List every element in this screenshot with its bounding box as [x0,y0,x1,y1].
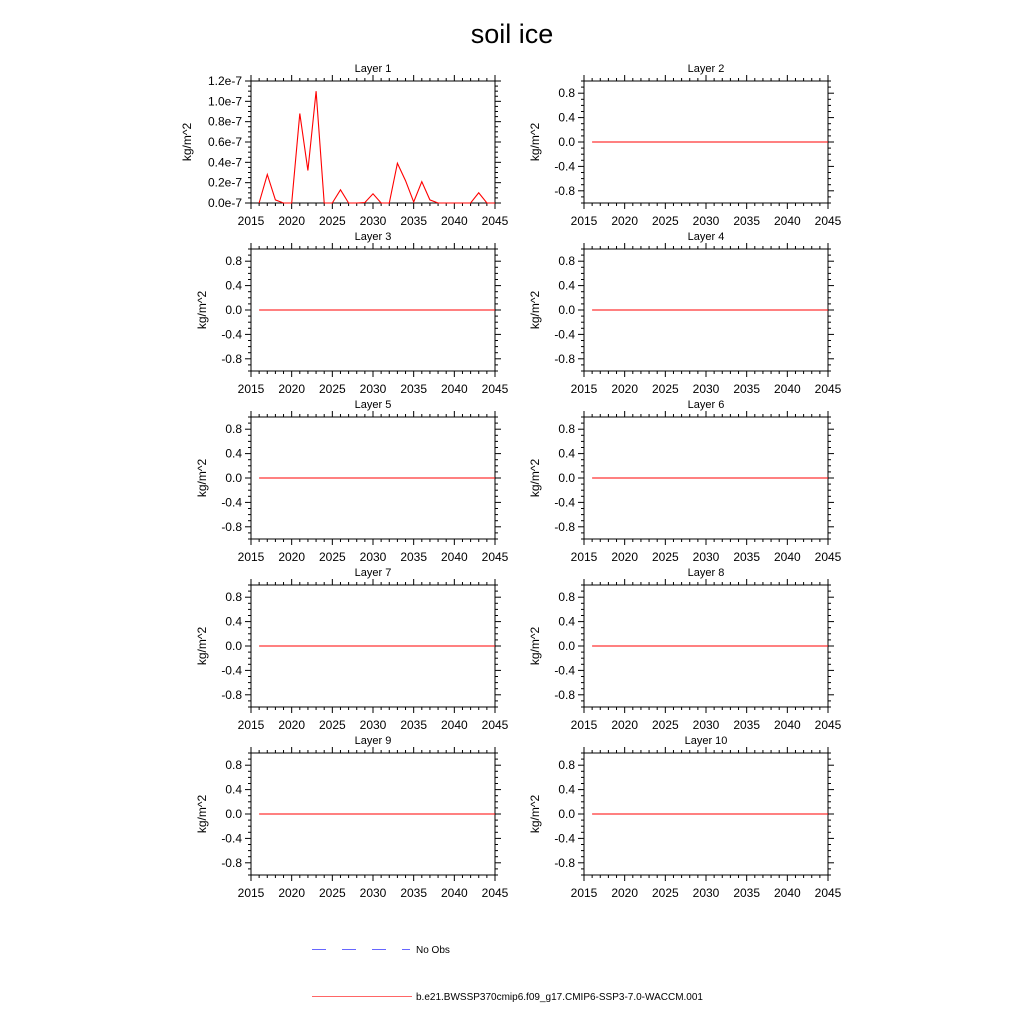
y-tick-label: -0.8 [554,351,575,366]
y-tick-label: 0.8 [558,422,575,437]
x-tick-label: 2015 [237,214,265,228]
y-tick-label: 0.0e-7 [207,196,242,210]
legend-label-model: b.e21.BWSSP370cmip6.f09_g17.CMIP6-SSP3-7.0-WACCM.001 [416,992,703,1003]
y-tick-label: 0.8 [558,758,575,773]
panel-layer-9 [195,735,509,900]
x-tick-label: 2025 [651,382,679,396]
x-tick-label: 2045 [481,718,509,732]
panel-title: Layer 5 [354,399,392,411]
panel-layer-4 [528,231,842,396]
panel-layer-10 [528,735,842,900]
x-tick-label: 2040 [440,214,468,228]
x-tick-label: 2045 [814,718,842,732]
panel-title: Layer 10 [684,735,728,747]
series-line [259,91,495,203]
y-tick-label: -0.8 [554,687,575,702]
legend [312,945,703,1003]
x-tick-label: 2015 [570,718,598,732]
y-tick-label: 0.6e-7 [207,135,242,149]
x-tick-label: 2030 [359,718,387,732]
y-tick-label: -0.4 [554,159,575,174]
y-tick-label: 0.8 [558,86,575,101]
x-tick-label: 2045 [814,382,842,396]
x-tick-label: 2015 [570,550,598,564]
x-tick-label: 2020 [278,718,306,732]
y-tick-label: -0.4 [221,495,242,510]
x-tick-label: 2025 [318,214,346,228]
y-tick-label: 0.0 [225,471,242,485]
y-tick-label: 1.0e-7 [207,94,242,109]
x-tick-label: 2015 [237,886,265,900]
y-axis-label: kg/m^2 [528,122,542,162]
y-tick-label: 0.4e-7 [207,155,242,170]
x-tick-label: 2030 [359,382,387,396]
x-tick-label: 2020 [278,550,306,564]
x-tick-label: 2030 [692,214,720,228]
x-tick-label: 2045 [481,886,509,900]
x-tick-label: 2045 [481,214,509,228]
x-tick-label: 2035 [733,214,761,228]
panel-layer-6 [528,399,842,564]
x-tick-label: 2035 [400,382,428,396]
x-tick-label: 2020 [278,886,306,900]
x-tick-label: 2025 [651,886,679,900]
y-tick-label: -0.8 [221,855,242,870]
y-tick-label: -0.8 [221,519,242,534]
legend-label-no-obs: No Obs [416,945,450,956]
y-axis-label: kg/m^2 [195,626,209,666]
x-tick-label: 2015 [237,718,265,732]
y-tick-label: 0.4 [558,110,575,125]
x-tick-label: 2015 [570,382,598,396]
y-tick-label: 0.8 [225,254,242,269]
x-tick-label: 2035 [733,886,761,900]
plot-frame [251,81,495,203]
x-tick-label: 2020 [278,214,306,228]
y-tick-label: 0.2e-7 [207,175,242,190]
y-tick-label: -0.4 [554,495,575,510]
x-tick-label: 2020 [611,886,639,900]
x-tick-label: 2025 [651,214,679,228]
y-tick-label: 0.8 [225,422,242,437]
x-tick-label: 2030 [692,550,720,564]
x-tick-label: 2040 [773,550,801,564]
y-tick-label: -0.4 [221,327,242,342]
y-tick-label: -0.8 [221,351,242,366]
y-tick-label: -0.4 [554,327,575,342]
x-tick-label: 2020 [611,214,639,228]
x-tick-label: 2040 [773,886,801,900]
x-tick-label: 2040 [773,382,801,396]
y-tick-label: -0.4 [221,663,242,678]
x-tick-label: 2035 [400,550,428,564]
x-tick-label: 2025 [651,550,679,564]
y-tick-label: -0.8 [554,183,575,198]
y-axis-label: kg/m^2 [528,794,542,834]
x-tick-label: 2040 [440,718,468,732]
x-tick-label: 2030 [692,382,720,396]
panel-layer-8 [528,567,842,732]
y-axis-label: kg/m^2 [195,458,209,498]
x-tick-label: 2020 [278,382,306,396]
panel-title: Layer 1 [354,63,392,75]
x-tick-label: 2040 [440,382,468,396]
y-tick-label: -0.8 [554,855,575,870]
y-axis-label: kg/m^2 [180,122,194,162]
panel-title: Layer 2 [687,63,725,75]
y-tick-label: 0.4 [225,446,242,461]
y-tick-label: 0.4 [225,614,242,629]
y-tick-label: 0.4 [558,614,575,629]
y-tick-label: -0.4 [554,663,575,678]
y-axis-label: kg/m^2 [528,290,542,330]
y-axis-label: kg/m^2 [528,458,542,498]
x-tick-label: 2015 [237,382,265,396]
x-tick-label: 2045 [814,550,842,564]
x-tick-label: 2025 [318,886,346,900]
x-tick-label: 2025 [318,718,346,732]
y-tick-label: 0.8 [558,254,575,269]
y-tick-label: 0.0 [558,135,575,149]
x-tick-label: 2040 [440,886,468,900]
y-tick-label: 0.4 [225,782,242,797]
y-tick-label: 0.0 [558,807,575,821]
panel-layer-7 [195,567,509,732]
x-tick-label: 2040 [773,718,801,732]
x-tick-label: 2020 [611,550,639,564]
x-tick-label: 2025 [651,718,679,732]
panel-title: Layer 4 [687,231,725,243]
chart-title: soil ice [470,19,554,49]
y-axis-label: kg/m^2 [528,626,542,666]
x-tick-label: 2035 [400,214,428,228]
x-tick-label: 2025 [318,382,346,396]
panel-layer-2 [528,63,842,228]
x-tick-label: 2030 [359,550,387,564]
x-tick-label: 2035 [400,886,428,900]
panel-layer-3 [195,231,509,396]
y-tick-label: 0.0 [558,303,575,317]
x-tick-label: 2030 [692,718,720,732]
y-axis-label: kg/m^2 [195,794,209,834]
panel-layer-1 [180,63,509,228]
x-tick-label: 2040 [773,214,801,228]
x-tick-label: 2025 [318,550,346,564]
y-tick-label: 0.0 [558,471,575,485]
x-tick-label: 2030 [692,886,720,900]
y-tick-label: 0.4 [225,278,242,293]
y-tick-label: 0.0 [225,807,242,821]
y-tick-label: -0.8 [554,519,575,534]
panel-layer-5 [195,399,509,564]
y-tick-label: 0.8 [225,590,242,605]
x-tick-label: 2035 [400,718,428,732]
x-tick-label: 2040 [440,550,468,564]
x-tick-label: 2015 [237,550,265,564]
y-tick-label: 0.4 [558,278,575,293]
x-tick-label: 2045 [481,550,509,564]
x-tick-label: 2045 [481,382,509,396]
panel-title: Layer 8 [687,567,725,579]
panel-title: Layer 6 [687,399,725,411]
x-tick-label: 2030 [359,214,387,228]
y-tick-label: -0.4 [554,831,575,846]
x-tick-label: 2035 [733,550,761,564]
y-tick-label: 0.4 [558,782,575,797]
x-tick-label: 2045 [814,886,842,900]
y-tick-label: -0.4 [221,831,242,846]
x-tick-label: 2030 [359,886,387,900]
x-tick-label: 2035 [733,718,761,732]
y-tick-label: 0.8 [558,590,575,605]
y-tick-label: 1.2e-7 [207,74,242,88]
x-tick-label: 2015 [570,886,598,900]
x-tick-label: 2020 [611,382,639,396]
x-tick-label: 2015 [570,214,598,228]
x-tick-label: 2035 [733,382,761,396]
y-tick-label: -0.8 [221,687,242,702]
y-tick-label: 0.0 [225,303,242,317]
panel-title: Layer 9 [354,735,392,747]
y-tick-label: 0.8 [225,758,242,773]
y-tick-label: 0.4 [558,446,575,461]
panel-title: Layer 7 [354,567,392,579]
y-tick-label: 0.8e-7 [207,114,242,129]
y-tick-label: 0.0 [558,639,575,653]
x-tick-label: 2020 [611,718,639,732]
y-tick-label: 0.0 [225,639,242,653]
panel-title: Layer 3 [354,231,392,243]
x-tick-label: 2045 [814,214,842,228]
y-axis-label: kg/m^2 [195,290,209,330]
